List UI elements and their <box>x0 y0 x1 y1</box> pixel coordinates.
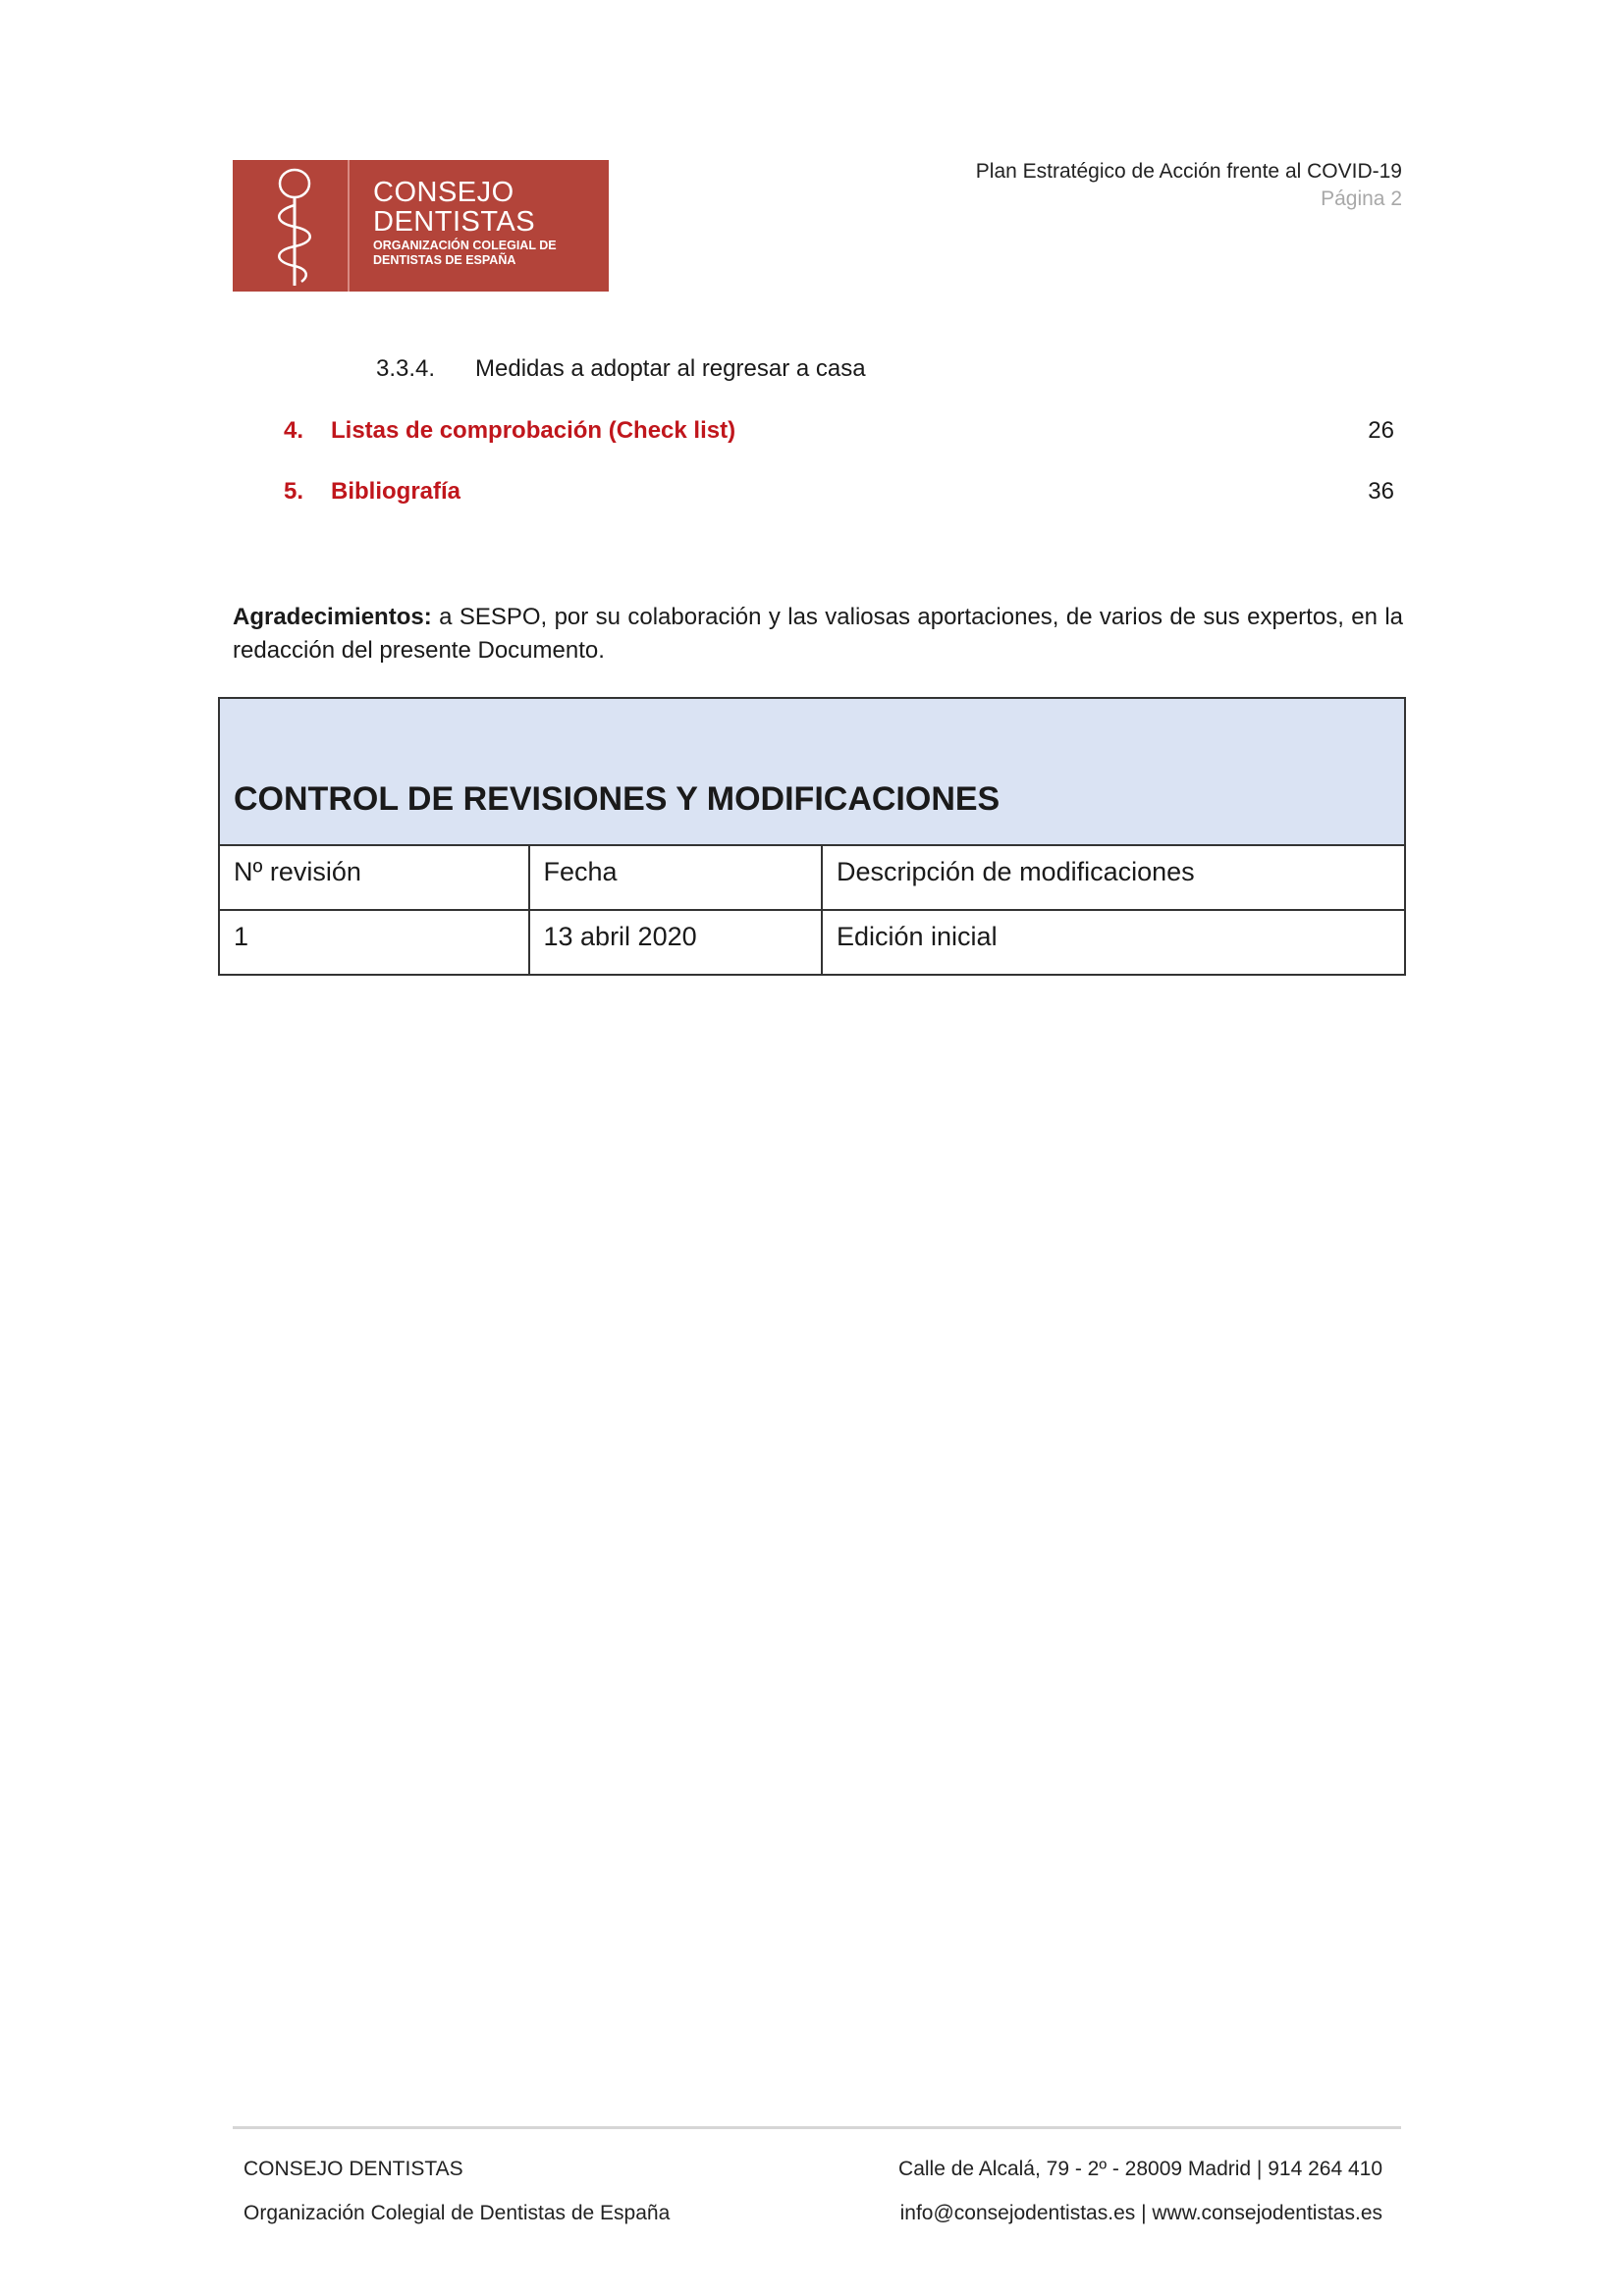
consejo-dentistas-logo <box>233 160 609 292</box>
revisions-table <box>218 697 1406 976</box>
header-document-title: Plan Estratégico de Acción frente al COVID-19 <box>975 160 1402 183</box>
toc-item-number: 4. <box>284 417 304 444</box>
toc-item-label[interactable]: Medidas a adoptar al regresar a casa <box>475 355 866 382</box>
footer-org-name: CONSEJO DENTISTAS <box>243 2158 463 2180</box>
toc-item-number: 3.3.4. <box>376 355 436 382</box>
header-page-number: Página 2 <box>1321 187 1402 210</box>
cell-description: Edición inicial <box>822 910 1405 975</box>
toc-item-label[interactable]: Listas de comprobación (Check list) <box>331 417 736 444</box>
logo-divider <box>348 160 350 292</box>
logo-text-line3: ORGANIZACIÓN COLEGIAL DE DENTISTAS DE ESPAÑA <box>373 239 557 267</box>
footer-address: Calle de Alcalá, 79 - 2º - 28009 Madrid | 914 264 410 <box>898 2158 1382 2180</box>
column-header-revision: Nº revisión <box>219 845 529 910</box>
staff-of-asclepius-icon <box>264 166 325 286</box>
column-header-date: Fecha <box>529 845 822 910</box>
toc-item-page: 36 <box>1368 478 1394 505</box>
cell-date: 13 abril 2020 <box>529 910 822 975</box>
table-row <box>219 910 1405 975</box>
toc-item-label[interactable]: Bibliografía <box>331 478 461 505</box>
footer-divider <box>233 2126 1401 2129</box>
acknowledgements-label: Agradecimientos: <box>233 604 432 630</box>
toc-item-page: 26 <box>1368 417 1394 444</box>
table-header-row <box>219 845 1405 910</box>
table-title: CONTROL DE REVISIONES Y MODIFICACIONES <box>219 698 1405 845</box>
logo-text-line2: DENTISTAS <box>373 206 536 238</box>
footer-org-full-name: Organización Colegial de Dentistas de España <box>243 2202 671 2224</box>
acknowledgements-text: a SESPO, por su colaboración y las valiosas aportaciones, de varios de sus expertos, en la redacción del presente Documento. <box>233 604 1403 664</box>
acknowledgements-paragraph <box>233 601 1403 667</box>
column-header-description: Descripción de modificaciones <box>822 845 1405 910</box>
cell-revision: 1 <box>219 910 529 975</box>
toc-item-number: 5. <box>284 478 304 505</box>
logo-text-line1: CONSEJO <box>373 177 514 208</box>
table-title-row <box>219 698 1405 845</box>
footer-contact[interactable]: info@consejodentistas.es | www.consejodentistas.es <box>899 2202 1382 2224</box>
